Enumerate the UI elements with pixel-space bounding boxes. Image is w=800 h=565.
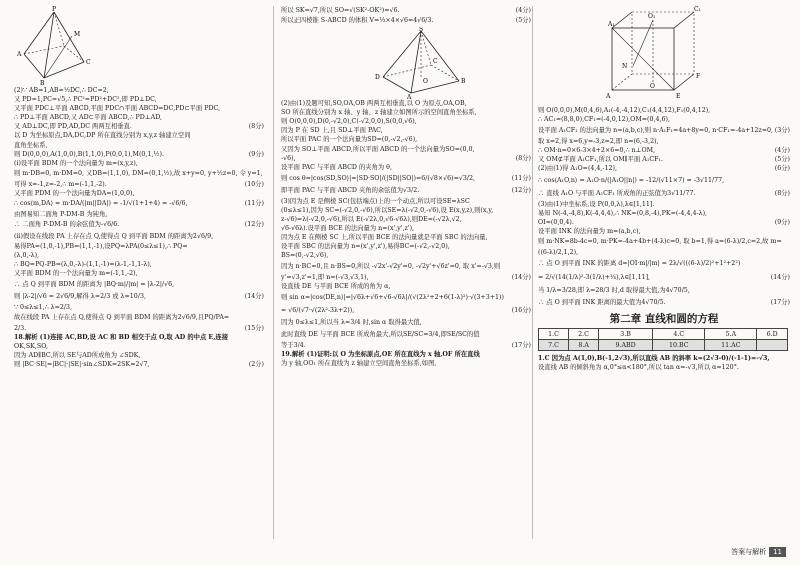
text-line: 设直线 AB 的倾斜角为 α,0°≤α<180°,所以 tan α=-√3,所以 α=120°. xyxy=(538,364,739,372)
score-mark: (14分) xyxy=(244,292,264,300)
text-line: 则 O(0,0,0),M(0,4,6),A₁(-4,-4,12),C₁(4,4,12),F₁(0,4,12), xyxy=(538,107,711,114)
text-line xyxy=(281,305,531,317)
line-text: = 2/√(14(1/λ)²-3(1/λ)+¼),λ∈[1,11], xyxy=(538,274,651,282)
score-mark: (17分) xyxy=(511,341,531,349)
text-line xyxy=(538,146,790,155)
text-line: BS=(0,-√2,√6), xyxy=(281,252,329,260)
svg-text:S: S xyxy=(419,27,424,34)
text-line: ((6-λ)/2,1,2), xyxy=(538,248,579,256)
answer-table xyxy=(538,328,788,351)
text-line xyxy=(281,154,531,163)
text-line xyxy=(538,124,790,137)
column-1 xyxy=(14,6,264,369)
text-line: z-√6)=λ(-√2,0,-√6),所以 E(-√2λ,0,√6-√6λ),则DE=(-√2λ,√2, xyxy=(281,216,462,224)
text-line: 设平面 PAC 与平面 ABCD 的夹角为 θ, xyxy=(281,163,392,171)
text-line: (2)∵ AB=1,AB=½DC,∴ DC=2, xyxy=(14,87,109,94)
pyramid-figure-s-abcd xyxy=(371,27,471,99)
text-line xyxy=(281,172,531,185)
text-line: ∴ BQ=PQ-PB=(λ,0,-λ)-(1,1,-1)=(λ-1,-1,1-λ), xyxy=(14,261,152,269)
answer-1-line: 1.C 因为点 A(1,0),B(-1,2√3),所以直线 AB 的斜率 k=(2√3-0)/(-1-1)=-√3, xyxy=(538,355,770,363)
text-line: (i)设平面 BDM 的一个法向量为 m=(x,y,z), xyxy=(14,159,138,167)
text-line xyxy=(538,218,790,227)
svg-text:P: P xyxy=(52,6,57,13)
line-text: 则 cos θ=|cos⟨SD,SO⟩|=|SD·SO|/(|SD||SO|)=6/(√8×√6)=√3/2, xyxy=(281,174,476,182)
text-line xyxy=(538,188,790,200)
text-line xyxy=(281,15,531,27)
line-text: 则 |BC·SE|=|BC|·|SE|·sin∠SDK=2SK=2√7, xyxy=(14,360,150,368)
svg-text:B: B xyxy=(40,80,45,86)
line-text: ∴ 直线 A₁O 与平面 A₁CF₁ 所成角的正弦值为3√11/77. xyxy=(538,189,696,197)
text-line xyxy=(14,291,264,303)
answer-cell xyxy=(757,340,788,351)
text-line: (3)由(1)中坐标系,设 P(0,0,λ),λ∈[1,11]. xyxy=(538,200,655,208)
text-line xyxy=(281,185,531,197)
svg-text:A: A xyxy=(17,51,22,58)
line-text: 等于3/4. xyxy=(281,341,306,349)
score-mark: (14分) xyxy=(770,274,790,282)
line-text: 设平面 A₁CF₁ 的法向量为 n=(a,b,c),则 n·A₁F₁=4a+8y=0, n·CF₁=-4a+12z=0, xyxy=(538,127,774,135)
score-mark: (5分) xyxy=(774,156,790,164)
score-mark: (15分) xyxy=(244,324,264,332)
line-text: ∴ cos⟨m,DA⟩ = m·DA/(|m||DA|) = -1/√(1+1+4) = -√6/6, xyxy=(14,200,188,208)
score-mark: (9分) xyxy=(248,150,264,158)
text-line xyxy=(538,271,790,285)
text-line: ∴ 点 O 到平面 INK 的距离 d=|OI·m|/|m| = 2λ/√(((6-λ)/2)²+1²+2²) xyxy=(538,260,741,268)
problem-18-heading: 18.解析 (1)连接 AC,BD,设 AC 和 BD 相交于点 O,取 AD 的中点 E,连接 xyxy=(14,333,229,341)
text-line: √6-√6λ).设平面 BCE 的法向量为 n=(x',y',z'), xyxy=(281,225,415,233)
text-line xyxy=(14,360,264,369)
line-text: 又 AD⊥DC,即 PD,AD,DC 两两互相垂直. xyxy=(14,123,132,131)
line-text: OI=(0,0,4). xyxy=(538,218,574,226)
score-mark: (8分) xyxy=(774,189,790,197)
text-line: 设平面 SBC 的法向量为 n=(x',y',z'),易得BC=(-√2,-√2,0), xyxy=(281,243,450,251)
score-mark: (6分) xyxy=(774,165,790,173)
text-line: SO 所在直线分别为 x 轴、y 轴、z 轴建立如图所示的空间直角坐标系, xyxy=(281,109,477,117)
line-text: 则 D(0,0,0),A(1,0,0),B(1,1,0),P(0,0,1),M(0,1,½). xyxy=(14,150,164,158)
pyramid-figure-p-abcd xyxy=(14,6,94,86)
answer-cell: 10.BC xyxy=(653,340,705,351)
score-mark: (12分) xyxy=(511,186,531,194)
text-line: 以 D 为坐标原点,DA,DC,DP 所在直线分别为 x,y,z 轴建立空间 xyxy=(14,132,191,140)
svg-text:M: M xyxy=(74,31,81,38)
svg-text:D: D xyxy=(375,74,380,82)
answer-cell: 9.ABD xyxy=(599,340,653,351)
text-line: 易知 N(-4,-4,8),K(-4,4,4),∴ NK=(0,8,-4),PK=(-4,4,4-λ), xyxy=(538,209,708,217)
answer-cell: 8.A xyxy=(569,340,599,351)
line-text: y'=√3,z'=1,即 n=(-√3,√3,1), xyxy=(281,273,369,281)
text-line: (λ,0,-λ), xyxy=(14,252,40,260)
answer-cell: 2.C xyxy=(569,329,599,340)
text-line: 设平面 INK 的法向量为 m=(a,b,c), xyxy=(538,227,641,235)
line-text: 所以 SK=√7,所以 SO=√(SK²-OK²)=√6. xyxy=(281,7,400,14)
column-3 xyxy=(538,6,790,372)
text-line: 又平面 BDM 的一个法向量为 m=(-1,1,-2), xyxy=(14,270,138,278)
text-line: ∴ 点 Q 到平面 BDM 的距离为 |BQ·m|/|m| = |λ-2|/√6, xyxy=(14,280,175,288)
text-line: 因为 AD∥BC,所以 SE与AD所成角为 ∠SDK, xyxy=(14,351,141,359)
line-text: 所以正四棱锥 S-ABCD 的体积 V=⅓×4×√6=4√6/3. xyxy=(281,17,434,25)
text-line: 因为 n·BC=0,且 n·BS=0,所以 -√2x'-√2y'=0, -√2y'+√6z'=0, 取 x'=-√3,则 xyxy=(281,262,501,270)
text-line: 当 1/λ=3/28,即 λ=28/3 时,d 取得最大值,为4√70/5, xyxy=(538,287,690,295)
text-line: (3)因为点 E 是侧棱 SC(包括端点)上的一个动点,所以可设SE=λSC xyxy=(281,197,470,205)
text-line xyxy=(538,164,790,173)
text-line: 直角坐标系, xyxy=(14,141,48,149)
text-line: 故在线段 PA 上存在点 Q,使得点 Q 到平面 BDM 的距离为2√6/9,且PQ/PA= xyxy=(14,313,230,321)
score-mark: (10分) xyxy=(244,180,264,188)
chapter-title: 第二章 直线和圆的方程 xyxy=(609,313,719,326)
svg-text:O₁: O₁ xyxy=(648,13,656,20)
svg-text:O: O xyxy=(650,83,655,90)
svg-text:F: F xyxy=(696,73,701,80)
score-mark: (9分) xyxy=(774,218,790,226)
score-mark: (16分) xyxy=(511,306,531,314)
text-line: 因为点 E 在侧棱 SC 上,所以平面 BCE 的法向量就是平面 SBC 的法向量, xyxy=(281,234,488,242)
score-mark: (2分) xyxy=(248,360,264,368)
text-line xyxy=(14,180,264,189)
text-line: 此时直线 DE 与平面 BCE 所成角最大,所以SE/SC=3/4,即SE/SC的值 xyxy=(281,330,480,338)
line-text: (2)由(1)得 A₁O=(4,4,-12), xyxy=(538,165,618,173)
score-mark: (4分) xyxy=(774,147,790,155)
score-mark: (8分) xyxy=(248,123,264,131)
text-line xyxy=(14,150,264,159)
answer-cell: 4.C xyxy=(653,329,705,340)
text-line: ∴ cos⟨A₁O,n⟩ = A₁O·n/(|A₁O||n|) = -12/(√11×7) = -3√11/77, xyxy=(538,176,725,184)
text-line xyxy=(281,6,531,15)
score-mark: (3分) xyxy=(774,127,790,135)
answer-row xyxy=(539,340,788,351)
text-line xyxy=(14,198,264,210)
text-line: (0≤λ≤1),因为 SC=(-√2,0,-√6),所以SE=λ(-√2,0,-√6),设 E(x,y,z),则(x,y, xyxy=(281,206,494,214)
text-line: 则 sin α=|cos⟨DE,n⟩|=|√6λ+√6+√6-√6λ|/(√(2λ²+2+6(1-λ)²)·√(3+3+1)) xyxy=(281,293,504,301)
text-line: 则 m·DB=0, m·DM=0, 又DB=(1,1,0), DM=(0,1,½),故 x+y=0, y+½z=0, 令 y=1, xyxy=(14,169,263,177)
line-text: 又 OM⊄平面 A₁CF₁,所以 OM∥平面 A₁CF₁. xyxy=(538,156,664,164)
line-text: 可得 x=-1,z=-2,∴ m=(-1,1,-2). xyxy=(14,180,107,188)
text-line xyxy=(281,341,531,350)
text-line: 因为 0≤λ≤1,所以当 λ=3/4 时,sin α 取得最大值, xyxy=(281,318,422,326)
score-mark: (4分) xyxy=(515,7,531,14)
line-text: 即平面 PAC 与平面 ABCD 夹角的余弦值为√3/2. xyxy=(281,186,420,194)
text-line xyxy=(14,122,264,131)
score-mark: (11分) xyxy=(511,174,531,182)
score-mark: (14分) xyxy=(511,273,531,281)
text-line: (2)由(1)及题可知,SO,OA,OB 两两互相垂直,以 O 为原点,OA,OB, xyxy=(281,100,467,108)
text-line: 则 m·NK=8b-4c=0, m·PK=-4a+4b+(4-λ)c=0, 取 b=1,得 a=(6-λ)/2,c=2,故 m= xyxy=(538,237,782,245)
svg-text:C₁: C₁ xyxy=(694,6,701,13)
svg-text:C: C xyxy=(433,58,438,66)
text-line: 因为 P 在 SD 上,且 SD⊥平面 PAC, xyxy=(281,127,383,135)
text-line: 设直线 DE 与平面 BCE 所成的角为 α, xyxy=(281,282,391,290)
svg-text:A: A xyxy=(606,93,611,100)
text-line: 由图易知二面角 P-DM-B 为钝角, xyxy=(14,211,108,219)
svg-text:A₁: A₁ xyxy=(608,21,615,28)
score-mark: (12分) xyxy=(244,221,264,229)
text-line xyxy=(538,155,790,164)
answer-cell: 3.B xyxy=(599,329,653,340)
line-text: 2/3. xyxy=(14,324,27,332)
problem-19-heading: 19.解析 (1)证明:以 O 为坐标原点,OE 所在直线为 x 轴,OF 所在直线 xyxy=(281,350,480,358)
svg-text:B: B xyxy=(461,78,466,86)
svg-text:A: A xyxy=(407,94,412,100)
page-number: 11 xyxy=(769,547,786,557)
text-line: ∴ AC₁=(8,8,0),CF₁=(-4,0,12),OM=(0,4,6), xyxy=(538,116,670,124)
line-text: 则 |λ-2|/√6 = 2√6/9,解得 λ=2/3 或 λ=10/3, xyxy=(14,292,146,300)
svg-text:C: C xyxy=(86,59,91,66)
text-line xyxy=(538,297,790,309)
text-line: 取 x=2,得 x=6,y=-3,z=2,即 n=(6,-3,2), xyxy=(538,138,659,146)
svg-text:N: N xyxy=(622,63,628,70)
answer-row xyxy=(539,329,788,340)
svg-text:E: E xyxy=(676,93,681,100)
prism-figure xyxy=(598,6,708,106)
text-line: OK,SK,SO, xyxy=(14,342,48,350)
text-line: 又平面 PDM 的一个法向量为DA=(1,0,0), xyxy=(14,189,135,197)
svg-text:O: O xyxy=(423,78,428,86)
answer-cell: 5.A xyxy=(705,329,757,340)
answer-cell: 11.AC xyxy=(705,340,757,351)
column-divider xyxy=(273,6,274,539)
page-footer xyxy=(731,547,786,557)
line-text: -√6), xyxy=(281,154,296,162)
answer-cell: 1.C xyxy=(539,329,569,340)
line-text: ∴ OM·n=0×6-3×4+2×6=0,∴ n⊥OM, xyxy=(538,147,656,155)
line-text: = √6/(√7·√(2λ²-3λ+2)), xyxy=(281,306,355,314)
line-text: ∴ 二面角 P-DM-B 的余弦值为-√6/6. xyxy=(14,221,120,229)
text-line: 易得PA=(1,0,-1),PB=(1,1,-1),设PQ=λPA(0≤λ≤1),∴ PQ= xyxy=(14,243,188,251)
score-mark: (11分) xyxy=(244,200,264,208)
column-2 xyxy=(281,6,531,368)
score-mark: (5分) xyxy=(515,17,531,25)
text-line: (ii)假设在线段 PA 上存在点 Q,使得点 Q 到平面 BDM 的距离为2√6/9, xyxy=(14,233,214,241)
text-line: 又平面 PDC⊥平面 ABCD,平面 PDC∩平面 ABCD=DC,PD⊂平面 PDC, xyxy=(14,105,221,113)
text-line: 所以平面 PAC 的一个法向量为SD=(0,-√2,-√6), xyxy=(281,136,418,144)
text-line: 则 O(0,0,0),D(0,-√2,0),C(-√2,0,0),S(0,0,√6), xyxy=(281,118,417,126)
text-line xyxy=(14,219,264,231)
text-line xyxy=(14,324,264,333)
text-line: 为 y 轴,OO₁ 所在直线为 z 轴建立空间直角坐标系,如图, xyxy=(281,359,437,367)
line-text: ∴ 点 O 到平面 INK 距离的最大值为4√70/5. xyxy=(538,299,666,307)
answer-cell: 6.D xyxy=(757,329,788,340)
answer-cell: 7.C xyxy=(539,340,569,351)
text-line xyxy=(281,273,531,282)
text-line: ∴ PD⊥平面 ABCD,又 AD⊂平面 ABCD,∴ PD⊥AD, xyxy=(14,114,163,122)
text-line: 又 PD=1,PC=√5,∴ PC²=PD²+DC²,即 PD⊥DC, xyxy=(14,96,157,104)
text-line: ∵ 0≤λ≤1,∴ λ=2/3, xyxy=(14,303,72,311)
score-mark: (8分) xyxy=(515,154,531,162)
text-line: 又因为 SO⊥平面 ABCD,所以平面 ABCD 的一个法向量为SO=(0,0, xyxy=(281,145,475,153)
column-divider xyxy=(532,6,533,539)
score-mark: (17分) xyxy=(770,299,790,307)
footer-label: 答案与解析 xyxy=(731,548,767,556)
